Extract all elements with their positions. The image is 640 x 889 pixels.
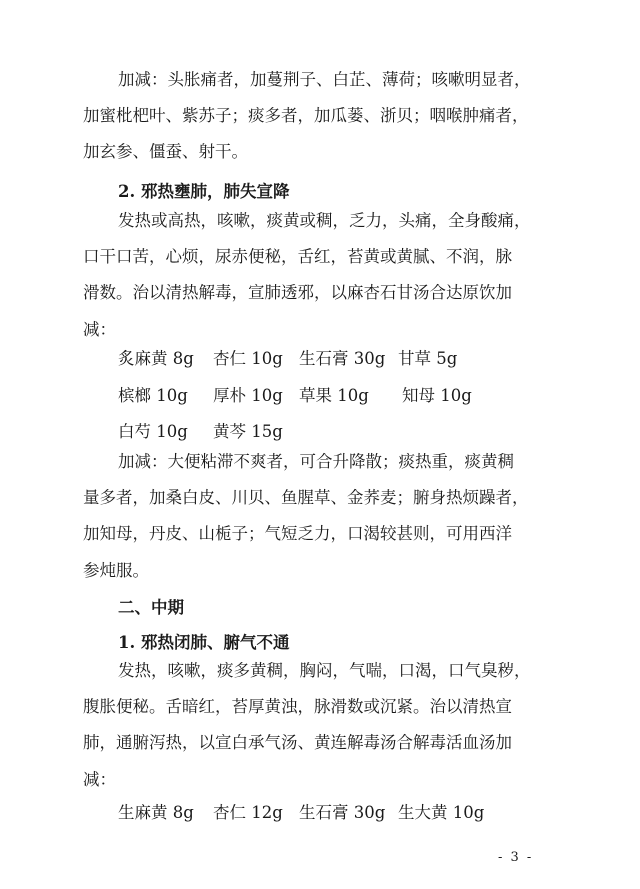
herb-item: 生大黄 10g bbox=[398, 803, 485, 822]
herb-item: 杏仁 10g bbox=[213, 349, 283, 368]
text-line: 肺，通腑泻热，以宣白承气汤、黄连解毒汤合解毒活血汤加 bbox=[83, 733, 512, 753]
herb-item: 知母 10g bbox=[402, 386, 472, 405]
text-line: 发热，咳嗽，痰多黄稠，胸闷，气喘，口渴，口气臭秽， bbox=[118, 661, 531, 680]
text-line: 加蜜枇杷叶、紫苏子；痰多者，加瓜蒌、浙贝；咽喉肿痛者， bbox=[83, 106, 529, 126]
herb-item: 草果 10g bbox=[299, 386, 369, 405]
herb-item: 杏仁 12g bbox=[213, 803, 283, 822]
subsection-heading: 1. 邪热闭肺、腑气不通 bbox=[118, 633, 290, 652]
herb-item: 生石膏 30g bbox=[299, 803, 386, 822]
subsection-heading: 2. 邪热壅肺，肺失宣降 bbox=[118, 182, 290, 201]
text-line: 口干口苦，心烦，尿赤便秘，舌红，苔黄或黄腻、不润，脉 bbox=[83, 247, 512, 267]
herb-item: 黄芩 15g bbox=[213, 422, 283, 441]
text-line: 减： bbox=[83, 769, 116, 789]
herb-item: 生麻黄 8g bbox=[118, 803, 194, 822]
section-title: 二、中期 bbox=[118, 598, 184, 617]
herb-item: 甘草 5g bbox=[398, 349, 458, 368]
text-line: 加知母，丹皮、山栀子；气短乏力，口渴较甚则，可用西洋 bbox=[83, 524, 512, 544]
herb-item: 槟榔 10g bbox=[118, 386, 188, 405]
text-line: 加减：头胀痛者，加蔓荆子、白芷、薄荷；咳嗽明显者， bbox=[118, 70, 531, 89]
modification-paragraph-2 bbox=[83, 444, 553, 589]
text-line: 加减：大便粘滞不爽者，可合升降散；痰热重，痰黄稠 bbox=[118, 452, 514, 471]
text-line: 参炖服。 bbox=[83, 560, 149, 580]
text-line: 减： bbox=[83, 319, 116, 339]
text-line: 发热或高热，咳嗽，痰黄或稠，乏力，头痛，全身酸痛， bbox=[118, 211, 531, 230]
text-line: 量多者，加桑白皮、川贝、鱼腥草、金荞麦；腑身热烦躁者， bbox=[83, 488, 529, 508]
symptom-paragraph bbox=[83, 653, 553, 798]
herb-item: 厚朴 10g bbox=[213, 386, 283, 405]
herb-item: 生石膏 30g bbox=[299, 349, 386, 368]
text-line: 腹胀便秘。舌暗红，苔厚黄浊，脉滑数或沉紧。治以清热宣 bbox=[83, 697, 512, 717]
text-line: 滑数。治以清热解毒，宣肺透邪，以麻杏石甘汤合达原饮加 bbox=[83, 283, 512, 303]
symptom-paragraph bbox=[83, 203, 553, 348]
modification-paragraph-1 bbox=[83, 62, 553, 171]
page-number: - 3 - bbox=[498, 850, 534, 865]
text-line: 加玄参、僵蚕、射干。 bbox=[83, 142, 248, 162]
herb-item: 炙麻黄 8g bbox=[118, 349, 194, 368]
herb-item: 白芍 10g bbox=[118, 422, 188, 441]
